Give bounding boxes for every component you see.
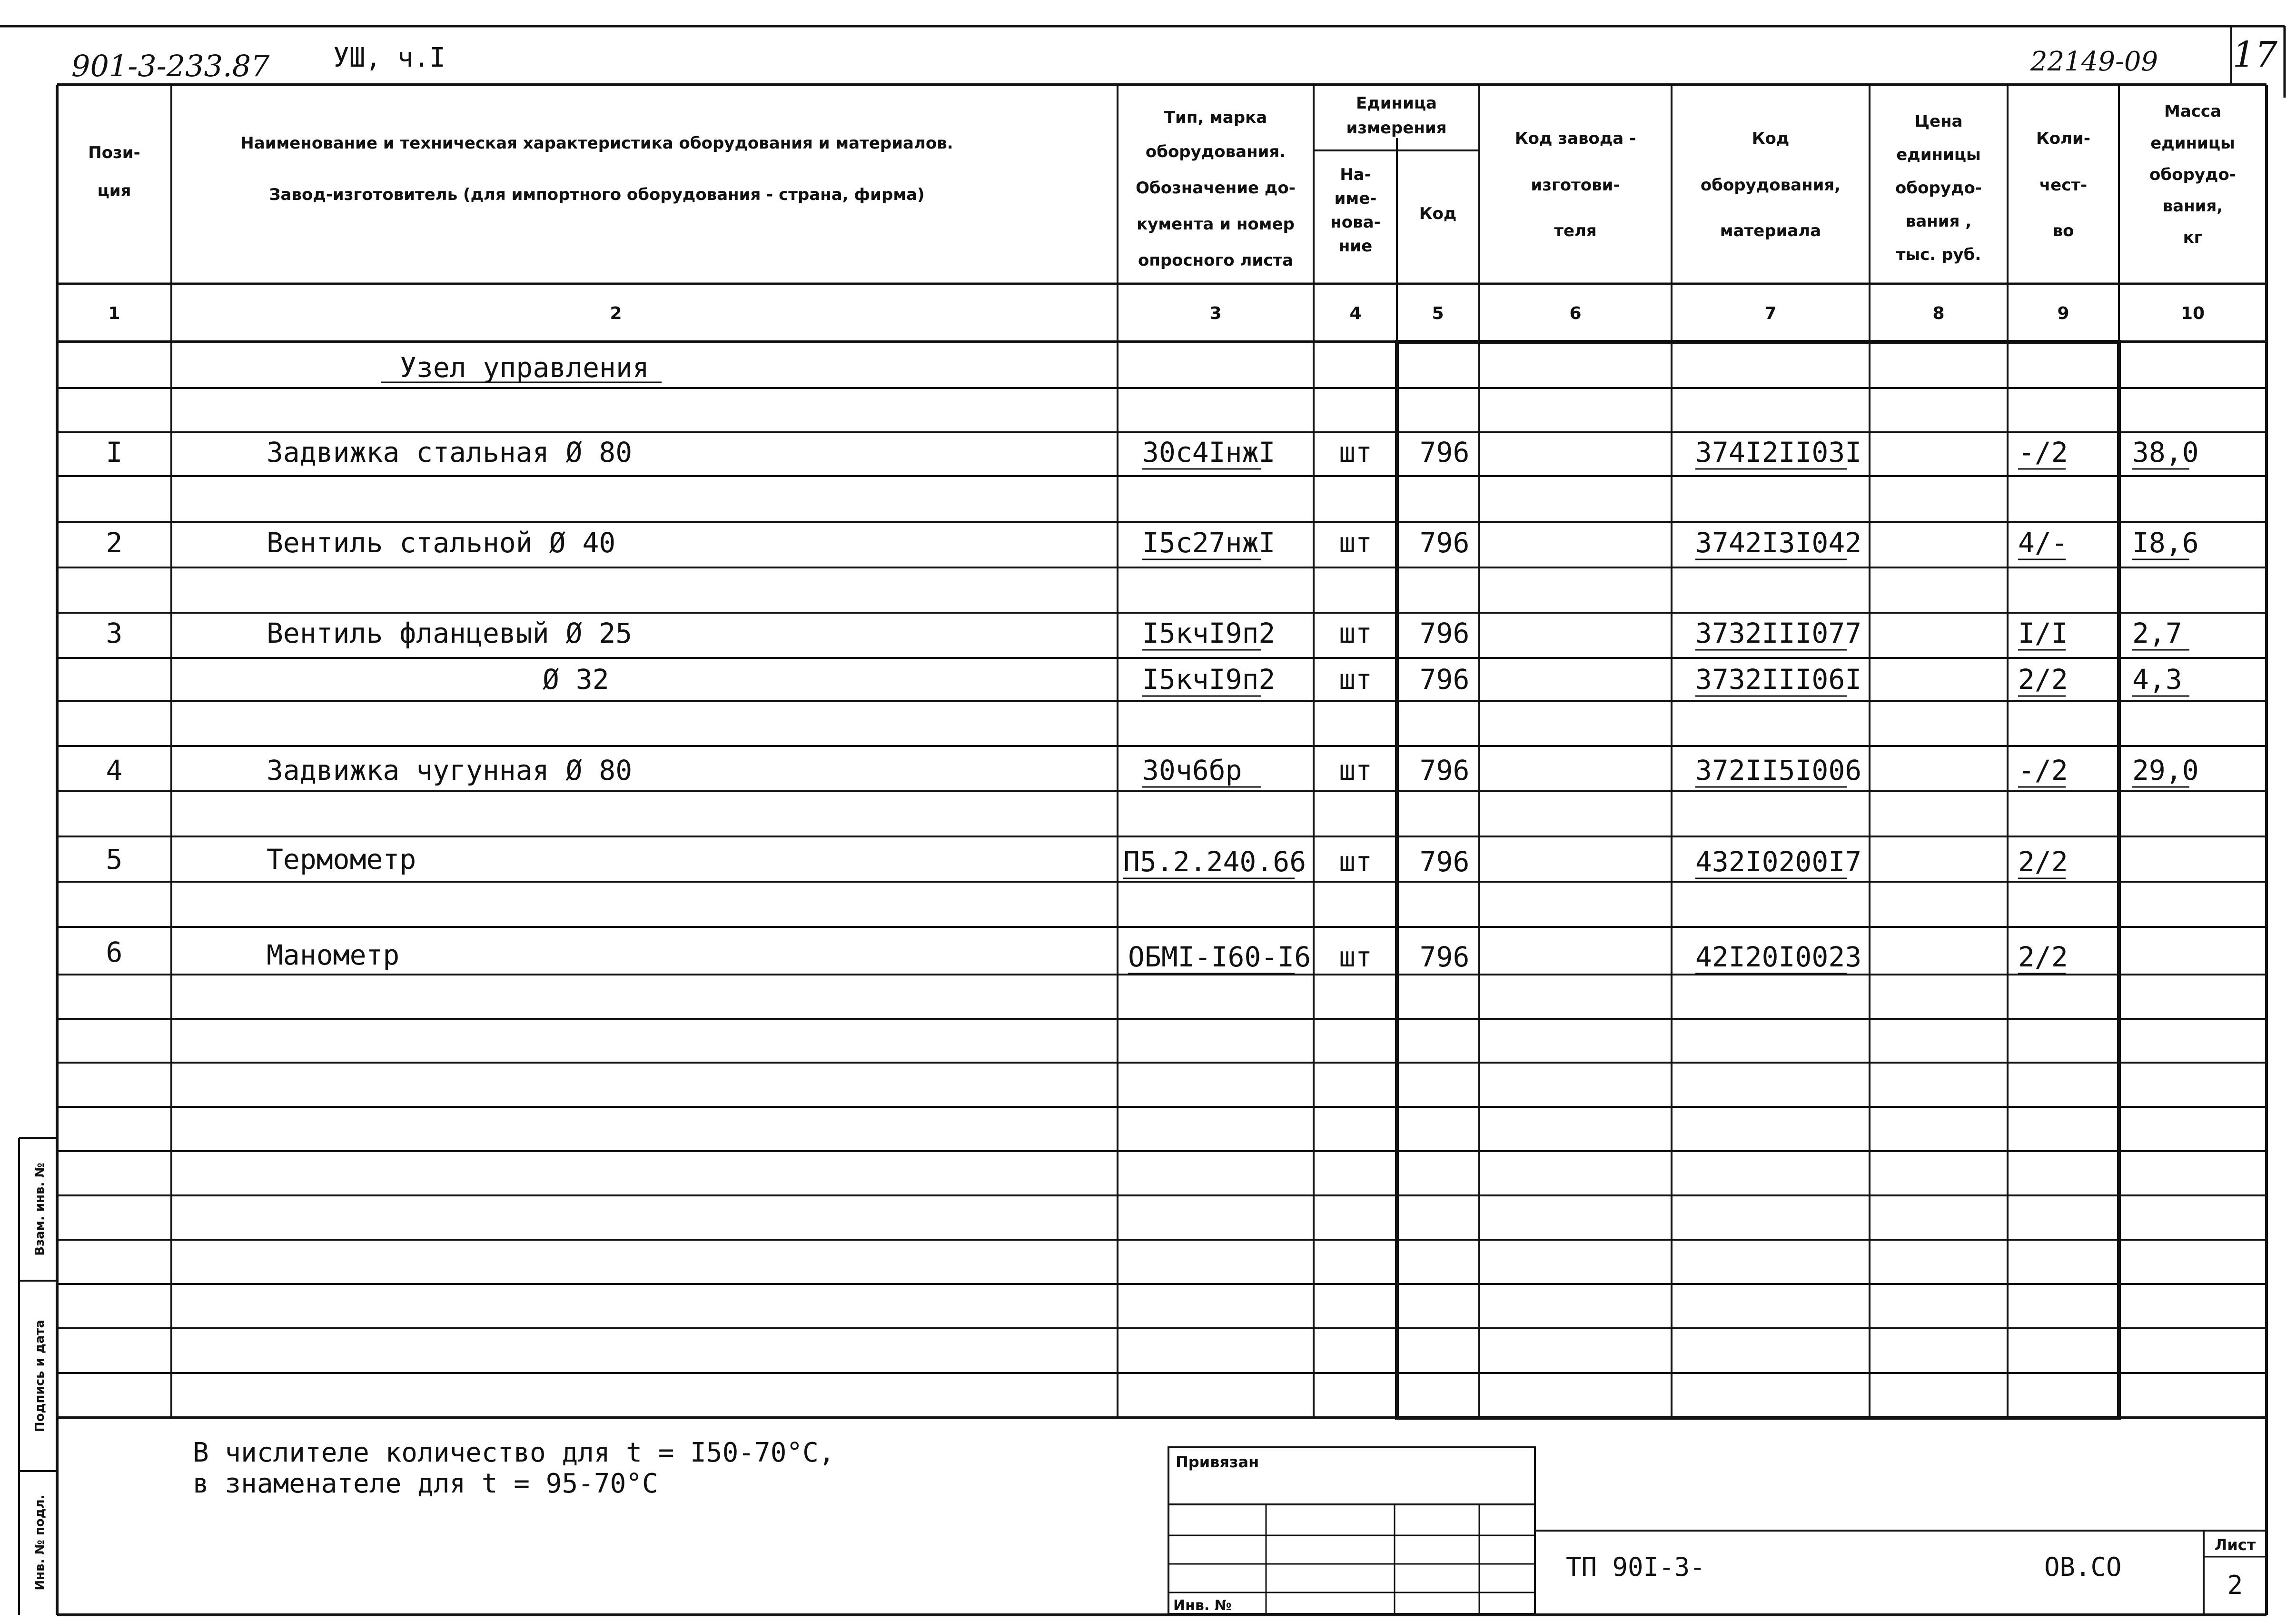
col3-header-line5: опросного листа bbox=[1138, 251, 1294, 270]
row-4-position: 4 bbox=[106, 754, 123, 786]
col-number-5: 5 bbox=[1432, 304, 1444, 323]
row-3b-unit: шт bbox=[1339, 663, 1372, 696]
row-1-quantity: -/2 bbox=[2018, 436, 2068, 468]
row-6-position: 6 bbox=[106, 936, 123, 968]
col-number-8: 8 bbox=[1932, 304, 1945, 323]
row-3b-unit-code: 796 bbox=[1419, 663, 1470, 696]
col10-header-line3: оборудо- bbox=[2149, 165, 2236, 184]
col2-header-line1: Наименование и техническая характеристика оборудования и материалов. bbox=[240, 134, 953, 153]
row-5-position: 5 bbox=[106, 843, 123, 876]
row-1-unit: шт bbox=[1339, 436, 1372, 468]
project-number: ТП 90I-3- bbox=[1566, 1552, 1705, 1582]
row-3-material-code: 3732III077 bbox=[1695, 617, 1862, 649]
row-2-mass: I8,6 bbox=[2132, 527, 2199, 559]
col3-header-line3: Обозначение до- bbox=[1136, 179, 1296, 198]
col-number-2: 2 bbox=[610, 304, 622, 323]
row-3b-material-code: 3732III06I bbox=[1695, 663, 1862, 696]
row-1-material-code: 374I2II03I bbox=[1695, 436, 1862, 468]
row-5-unit-code: 796 bbox=[1419, 846, 1470, 878]
sheet-corner-number: 17 bbox=[2232, 34, 2278, 75]
col5-header: Код bbox=[1419, 204, 1457, 223]
stamp-replace-inv: Взам. инв. № bbox=[33, 1163, 47, 1256]
inv-label: Инв. № bbox=[1173, 1597, 1232, 1614]
col-number-9: 9 bbox=[2057, 304, 2069, 323]
row-5-name: Термометр bbox=[267, 843, 416, 876]
row-4-quantity: -/2 bbox=[2018, 754, 2068, 786]
section-title: Узел управления bbox=[400, 351, 649, 384]
row-1-type: 30с4IнжI bbox=[1142, 436, 1276, 468]
col7-header-line3: материала bbox=[1720, 221, 1821, 240]
stamp-inv-orig: Инв. № подл. bbox=[33, 1494, 47, 1591]
col-number-1: 1 bbox=[108, 304, 120, 323]
col10-header-line5: кг bbox=[2183, 228, 2203, 247]
row-2-quantity: 4/- bbox=[2018, 527, 2068, 559]
row-2-name: Вентиль стальной Ø 40 bbox=[267, 527, 616, 559]
row-3b-name: Ø 32 bbox=[543, 663, 609, 696]
row-6-unit: шт bbox=[1339, 941, 1372, 973]
row-4-material-code: 372II5I006 bbox=[1695, 754, 1862, 786]
row-6-name: Манометр bbox=[267, 939, 400, 971]
col3-header-line2: оборудования. bbox=[1145, 142, 1286, 161]
col-number-6: 6 bbox=[1569, 304, 1582, 323]
row-6-unit-code: 796 bbox=[1419, 941, 1470, 973]
row-3-unit-code: 796 bbox=[1419, 617, 1470, 649]
stamp-sign-date: Подпись и дата bbox=[33, 1319, 47, 1433]
row-3-quantity: I/I bbox=[2018, 617, 2068, 649]
col9-header-line2: чест- bbox=[2039, 176, 2088, 195]
col-number-4: 4 bbox=[1349, 304, 1362, 323]
col1-header-line1: Пози- bbox=[88, 143, 140, 162]
row-3-mass: 2,7 bbox=[2132, 617, 2182, 649]
col8-header-line5: тыс. руб. bbox=[1896, 245, 1981, 264]
col8-header-line1: Цена bbox=[1914, 112, 1963, 131]
row-6-material-code: 42I20I0023 bbox=[1695, 941, 1862, 973]
row-2-type: I5с27нжI bbox=[1142, 527, 1276, 559]
value-underlines bbox=[381, 382, 2189, 974]
col-number-3: 3 bbox=[1209, 304, 1222, 323]
row-4-type: 30ч6бр bbox=[1142, 754, 1242, 786]
row-1-position: I bbox=[106, 436, 123, 468]
row-3b-quantity: 2/2 bbox=[2018, 663, 2068, 696]
col2-header-line2: Завод-изготовитель (для импортного оборудования - страна, фирма) bbox=[269, 185, 925, 204]
col4-header-line2: име- bbox=[1334, 189, 1377, 208]
col10-header-line2: единицы bbox=[2150, 134, 2235, 153]
row-1-name: Задвижка стальная Ø 80 bbox=[267, 436, 633, 468]
row-4-name: Задвижка чугунная Ø 80 bbox=[267, 754, 633, 786]
col4-header-line1: На- bbox=[1340, 165, 1371, 184]
col6-header-line1: Код завода - bbox=[1514, 129, 1636, 148]
inventory-stamp: 22149-09 bbox=[2030, 46, 2158, 77]
col6-header-line3: теля bbox=[1554, 221, 1597, 240]
note-line-1: В числителе количество для t = I50-70°C, bbox=[193, 1437, 835, 1468]
row-2-unit-code: 796 bbox=[1419, 527, 1470, 559]
document-code: ОВ.СО bbox=[2044, 1552, 2122, 1582]
row-2-position: 2 bbox=[106, 527, 123, 559]
note-line-2: в знаменателе для t = 95-70°С bbox=[193, 1468, 658, 1499]
row-3b-type: I5кчI9п2 bbox=[1142, 663, 1276, 696]
row-3-position: 3 bbox=[106, 617, 123, 649]
col4-header-line4: ние bbox=[1338, 237, 1373, 256]
col8-header-line2: единицы bbox=[1896, 145, 1981, 164]
col45-header-line1: Единица bbox=[1356, 94, 1437, 113]
row-6-type: ОБМI-I60-I6 bbox=[1128, 941, 1311, 973]
col-number-7: 7 bbox=[1764, 304, 1777, 323]
col10-header-line4: вания, bbox=[2162, 197, 2223, 216]
row-4-unit: шт bbox=[1339, 754, 1372, 786]
row-1-mass: 38,0 bbox=[2132, 436, 2199, 468]
volume-label: УШ, ч.I bbox=[333, 42, 446, 73]
row-5-material-code: 432I0200I7 bbox=[1695, 846, 1862, 878]
row-3-name: Вентиль фланцевый Ø 25 bbox=[267, 617, 633, 649]
col6-header-line2: изготови- bbox=[1531, 176, 1620, 195]
col45-header-line2: измерения bbox=[1346, 119, 1447, 138]
col10-header-line1: Масса bbox=[2164, 102, 2222, 121]
col4-header-line3: нова- bbox=[1330, 213, 1381, 232]
row-4-unit-code: 796 bbox=[1419, 754, 1470, 786]
row-2-material-code: 3742I3I042 bbox=[1695, 527, 1862, 559]
row-4-mass: 29,0 bbox=[2132, 754, 2199, 786]
col7-header-line1: Код bbox=[1752, 129, 1790, 148]
row-5-quantity: 2/2 bbox=[2018, 846, 2068, 878]
row-6-quantity: 2/2 bbox=[2018, 941, 2068, 973]
col1-header-line2: ция bbox=[97, 181, 131, 200]
col8-header-line3: оборудо- bbox=[1895, 179, 1982, 198]
col9-header-line1: Коли- bbox=[2036, 129, 2090, 148]
row-3b-mass: 4,3 bbox=[2132, 663, 2182, 696]
col3-header-line1: Тип, марка bbox=[1164, 108, 1267, 127]
col8-header-line4: вания , bbox=[1905, 212, 1972, 231]
bound-label: Привязан bbox=[1176, 1453, 1259, 1471]
row-5-type: П5.2.240.66 bbox=[1123, 846, 1306, 878]
doc-number: 901-3-233.87 bbox=[71, 49, 270, 83]
row-3-unit: шт bbox=[1339, 617, 1372, 649]
row-1-unit-code: 796 bbox=[1419, 436, 1470, 468]
row-2-unit: шт bbox=[1339, 527, 1372, 559]
sheet-number: 2 bbox=[2227, 1570, 2243, 1600]
row-3-type: I5кчI9п2 bbox=[1142, 617, 1276, 649]
col9-header-line3: во bbox=[2052, 221, 2074, 240]
col7-header-line2: оборудования, bbox=[1700, 176, 1841, 195]
col3-header-line4: кумента и номер bbox=[1137, 215, 1295, 234]
sheet-label: Лист bbox=[2214, 1536, 2256, 1554]
col-number-10: 10 bbox=[2180, 304, 2205, 323]
row-5-unit: шт bbox=[1339, 846, 1372, 878]
